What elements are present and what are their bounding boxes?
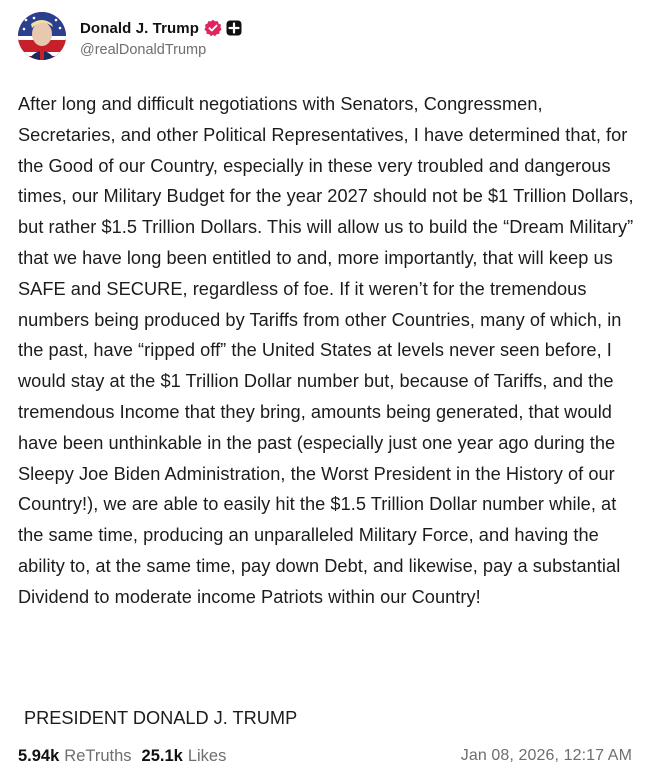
- verified-badge-icon: [204, 19, 222, 37]
- post-signature: PRESIDENT DONALD J. TRUMP: [24, 708, 298, 728]
- likes-count: 25.1k: [141, 746, 183, 765]
- user-handle[interactable]: @realDonaldTrump: [80, 42, 207, 58]
- likes-label: Likes: [187, 746, 227, 765]
- post-header: [18, 12, 242, 60]
- post-timestamp[interactable]: Jan 08, 2026, 12:17 AM: [460, 747, 632, 764]
- name-row: [80, 17, 242, 39]
- post-footer: [18, 744, 632, 768]
- retruths-count: 5.94k: [18, 746, 60, 765]
- likes-stat[interactable]: [142, 747, 227, 766]
- affiliation-badge-icon: [226, 20, 242, 36]
- display-name[interactable]: Donald J. Trump: [80, 19, 200, 37]
- post-body-text: After long and difficult negotiations with Senators, Congressmen, Secretaries, and other Political Representatives, I have determined that, for the Good of our Country, especially in these very troubled and dangerous times, our Military Budget for the year 2027 should not be $1 Trillion Dollars, but rather $1.5 Trillion Dollars. This will allow us to build the “Dream Military” that we have long been entitled to and, more importantly, that will keep us SAFE and SECURE, regardless of foe. If it weren’t for the tremendous numbers being produced by Tariffs from other Countries, many of which, in the past, have “ripped off” the United States at levels never seen before, I would stay at the $1 Trillion Dollar number but, because of Tariffs, and the tremendous Income that they bring, amounts being generated, that would have been unthinkable in the past (especially just one year ago during the Sleepy Joe Biden Administration, the Worst President in the History of our Country!), we are able to easily hit the $1.5 Trillion Dollar number while, at the same time, producing an unparalleled Military Force, and having the ability to, at the same time, pay down Debt, and likewise, pay a substantial Dividend to moderate income Patriots within our Country!: [18, 94, 634, 607]
- avatar-image: [18, 12, 66, 60]
- avatar[interactable]: [18, 12, 66, 60]
- author-identity: [80, 12, 242, 58]
- retruths-stat[interactable]: [18, 747, 132, 766]
- retruths-label: ReTruths: [64, 746, 132, 765]
